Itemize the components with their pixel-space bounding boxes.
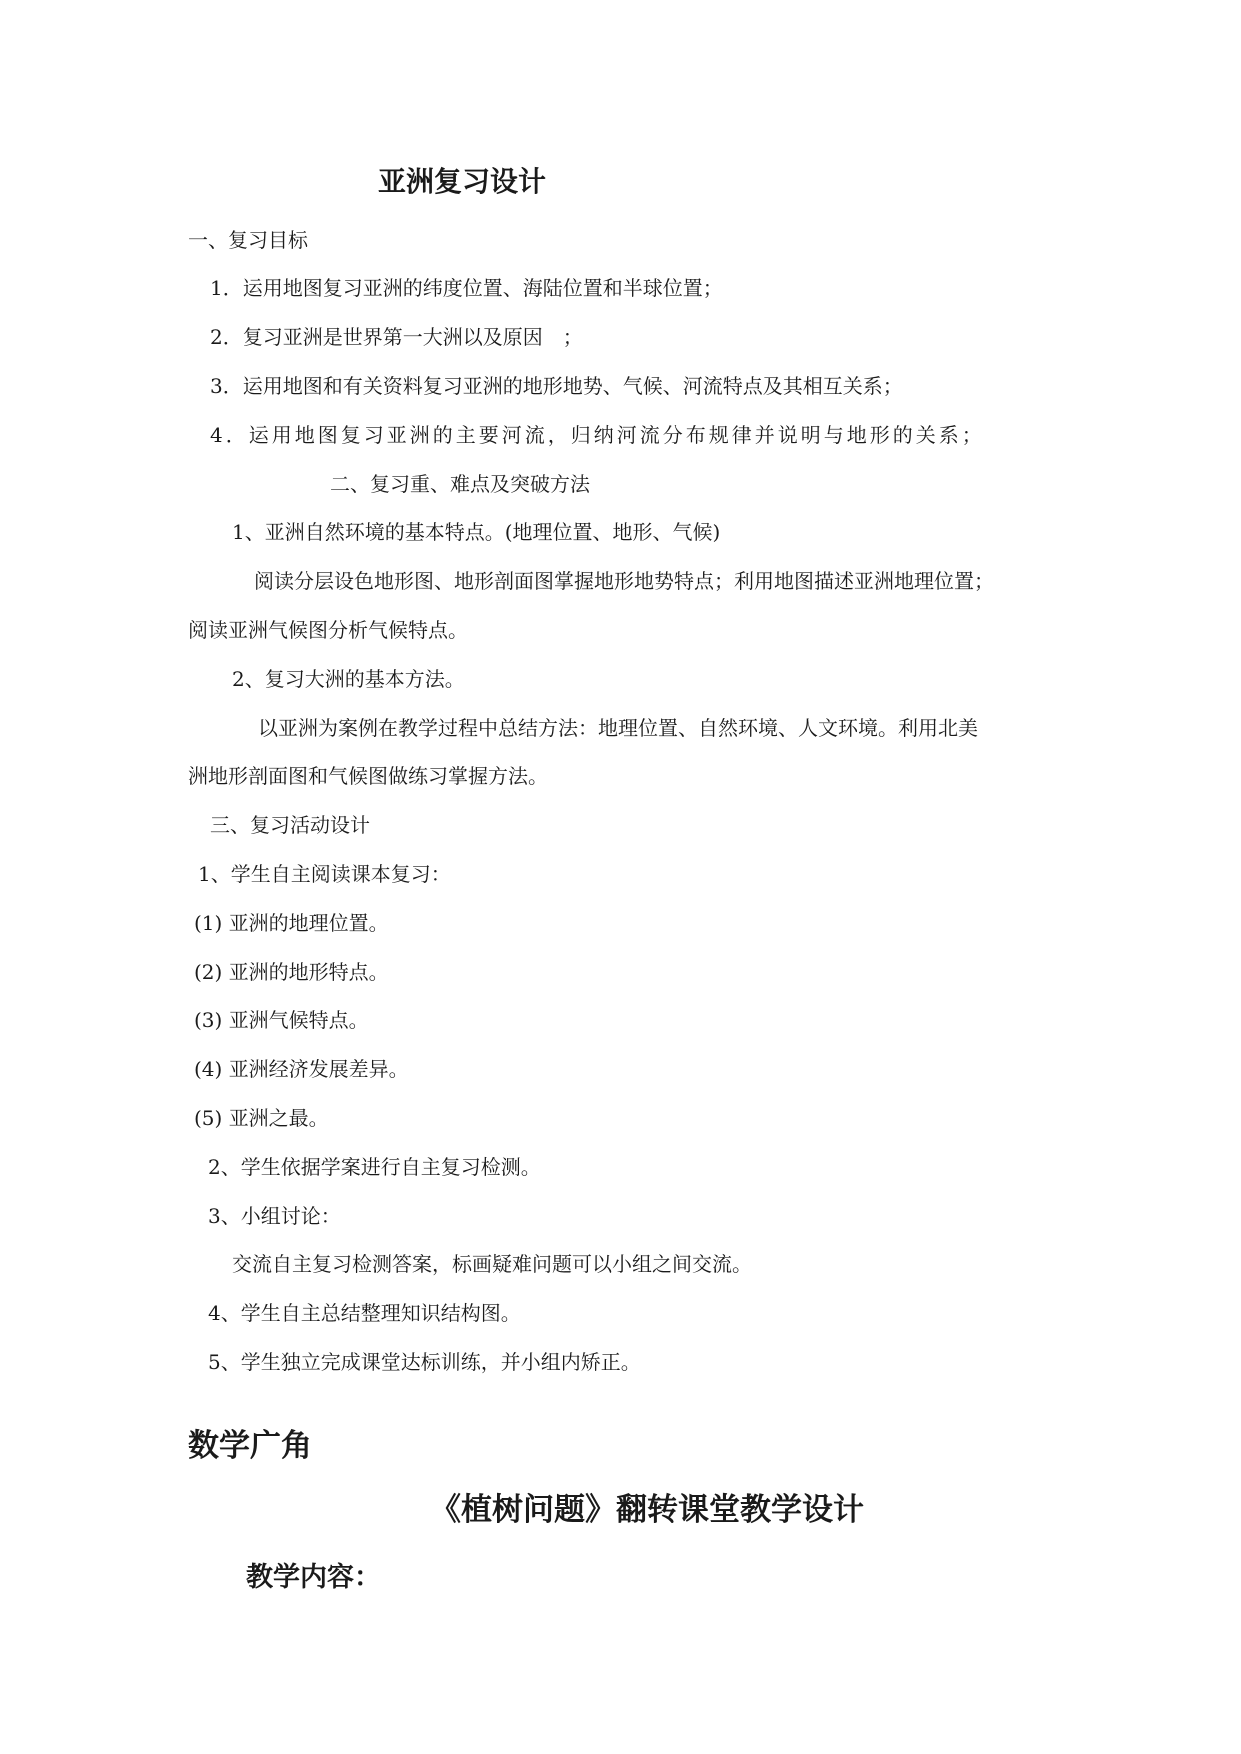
- subitem-3: (3) 亚洲气候特点。: [194, 1008, 369, 1032]
- activity-1: 1、学生自主阅读课本复习：: [198, 862, 451, 886]
- activity-3-text: 交流自主复习检测答案，标画疑难问题可以小组之间交流。: [232, 1252, 752, 1276]
- section1-heading: 一、复习目标: [188, 228, 308, 252]
- objective-1: 1．运用地图复习亚洲的纬度位置、海陆位置和半球位置；: [210, 276, 723, 300]
- math-title: 《植树问题》翻转课堂教学设计: [430, 1492, 864, 1528]
- point-2: 2、复习大洲的基本方法。: [232, 667, 465, 691]
- activity-5: 5、学生独立完成课堂达标训练，并小组内矫正。: [208, 1350, 641, 1374]
- section3-heading: 三、复习活动设计: [210, 813, 370, 837]
- objective-2: 2．复习亚洲是世界第一大洲以及原因 ；: [210, 325, 583, 349]
- point-2-text-line-1: 以亚洲为案例在教学过程中总结方法：地理位置、自然环境、人文环境。利用北美: [258, 716, 978, 740]
- point-1-text-line-1: 阅读分层设色地形图、地形剖面图掌握地形地势特点；利用地图描述亚洲地理位置；: [254, 569, 994, 593]
- activity-2: 2、学生依据学案进行自主复习检测。: [208, 1155, 541, 1179]
- section2-heading: 二、复习重、难点及突破方法: [330, 472, 590, 496]
- teaching-content-label: 教学内容：: [246, 1562, 381, 1593]
- asia-title: 亚洲复习设计: [378, 165, 547, 198]
- subitem-4: (4) 亚洲经济发展差异。: [194, 1057, 409, 1081]
- activity-4: 4、学生自主总结整理知识结构图。: [208, 1301, 521, 1325]
- subitem-5: (5) 亚洲之最。: [194, 1106, 329, 1130]
- objective-4: 4．运用地图复习亚洲的主要河流，归纳河流分布规律并说明与地形的关系；: [210, 423, 985, 447]
- subitem-1: (1) 亚洲的地理位置。: [194, 911, 389, 935]
- point-1: 1、亚洲自然环境的基本特点。(地理位置、地形、气候): [232, 520, 721, 544]
- objective-3: 3．运用地图和有关资料复习亚洲的地形地势、气候、河流特点及其相互关系；: [210, 374, 903, 398]
- subitem-2: (2) 亚洲的地形特点。: [194, 960, 389, 984]
- point-1-text-line-2: 阅读亚洲气候图分析气候特点。: [188, 618, 468, 642]
- point-2-text-line-2: 洲地形剖面图和气候图做练习掌握方法。: [188, 764, 548, 788]
- activity-3: 3、小组讨论：: [208, 1204, 341, 1228]
- math-heading: 数学广角: [188, 1428, 312, 1464]
